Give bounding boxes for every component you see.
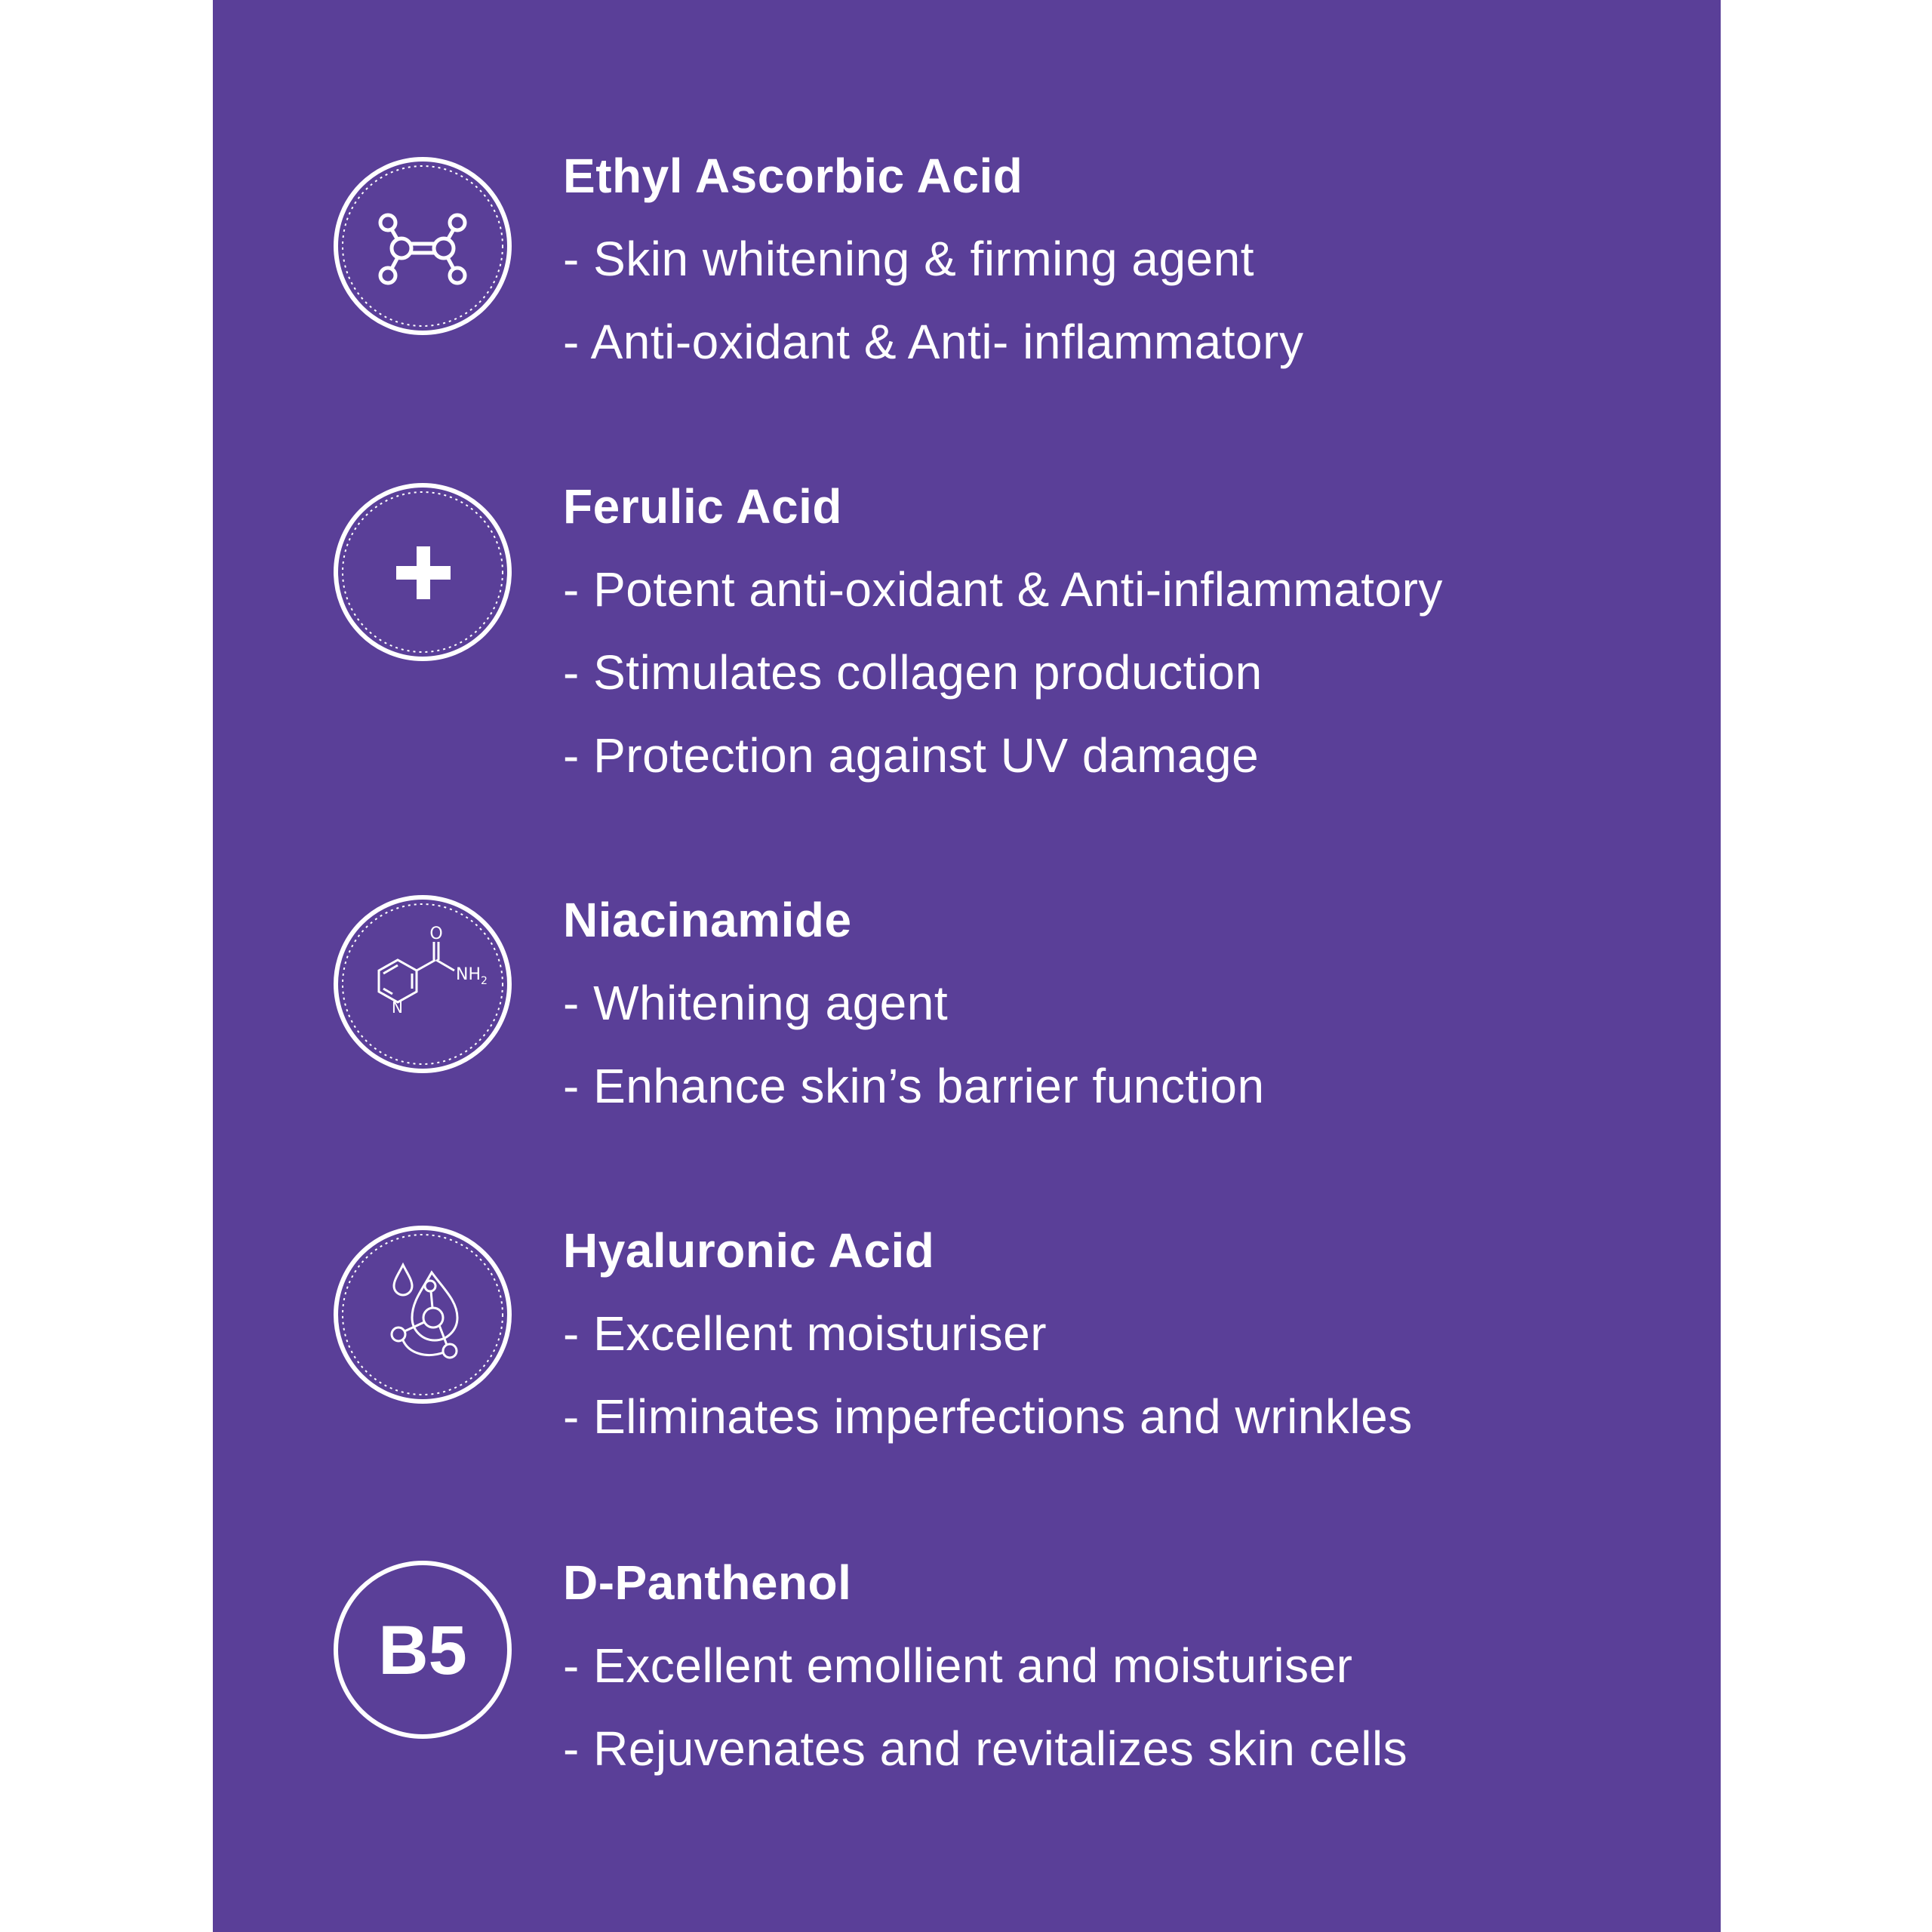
- ingredients-panel: [213, 0, 1721, 1932]
- ingredient-benefit: - Potent anti-oxidant & Anti-inflammatory: [563, 562, 1443, 617]
- plus-cross-icon: [334, 483, 512, 661]
- ingredient-benefit: - Enhance skin’s barrier function: [563, 1059, 1265, 1113]
- nitrogen-label: N: [392, 998, 403, 1017]
- ingredient-benefit: - Eliminates imperfections and wrinkles: [563, 1389, 1413, 1444]
- vitamin-b5-icon: [334, 1561, 512, 1739]
- ingredient-benefit: - Rejuvenates and revitalizes skin cells: [563, 1721, 1408, 1776]
- ingredient-title: Ethyl Ascorbic Acid: [563, 149, 1023, 203]
- ingredient-benefit: - Skin whitening & firming agent: [563, 232, 1254, 286]
- ingredient-title: Ferulic Acid: [563, 479, 842, 534]
- ingredient-benefit: - Excellent emollient and moisturiser: [563, 1638, 1353, 1693]
- b5-label: B5: [378, 1612, 467, 1689]
- amine-subscript: 2: [481, 975, 488, 987]
- ingredient-benefit: - Whitening agent: [563, 976, 949, 1030]
- ingredient-benefit: - Anti-oxidant & Anti- inflammatory: [563, 315, 1304, 369]
- ingredient-benefit: - Stimulates collagen production: [563, 645, 1263, 700]
- ingredient-title: D-Panthenol: [563, 1555, 852, 1610]
- ingredient-title: Hyaluronic Acid: [563, 1223, 935, 1278]
- ingredient-title: Niacinamide: [563, 893, 852, 947]
- ingredient-benefit: - Excellent moisturiser: [563, 1306, 1047, 1361]
- molecule-icon: [334, 157, 512, 335]
- amine-label: NH: [456, 965, 481, 984]
- ingredient-benefit: - Protection against UV damage: [563, 728, 1260, 783]
- droplet-molecule-icon: [334, 1226, 512, 1404]
- oxygen-label: O: [429, 924, 443, 943]
- niacinamide-structure-icon: [334, 895, 512, 1073]
